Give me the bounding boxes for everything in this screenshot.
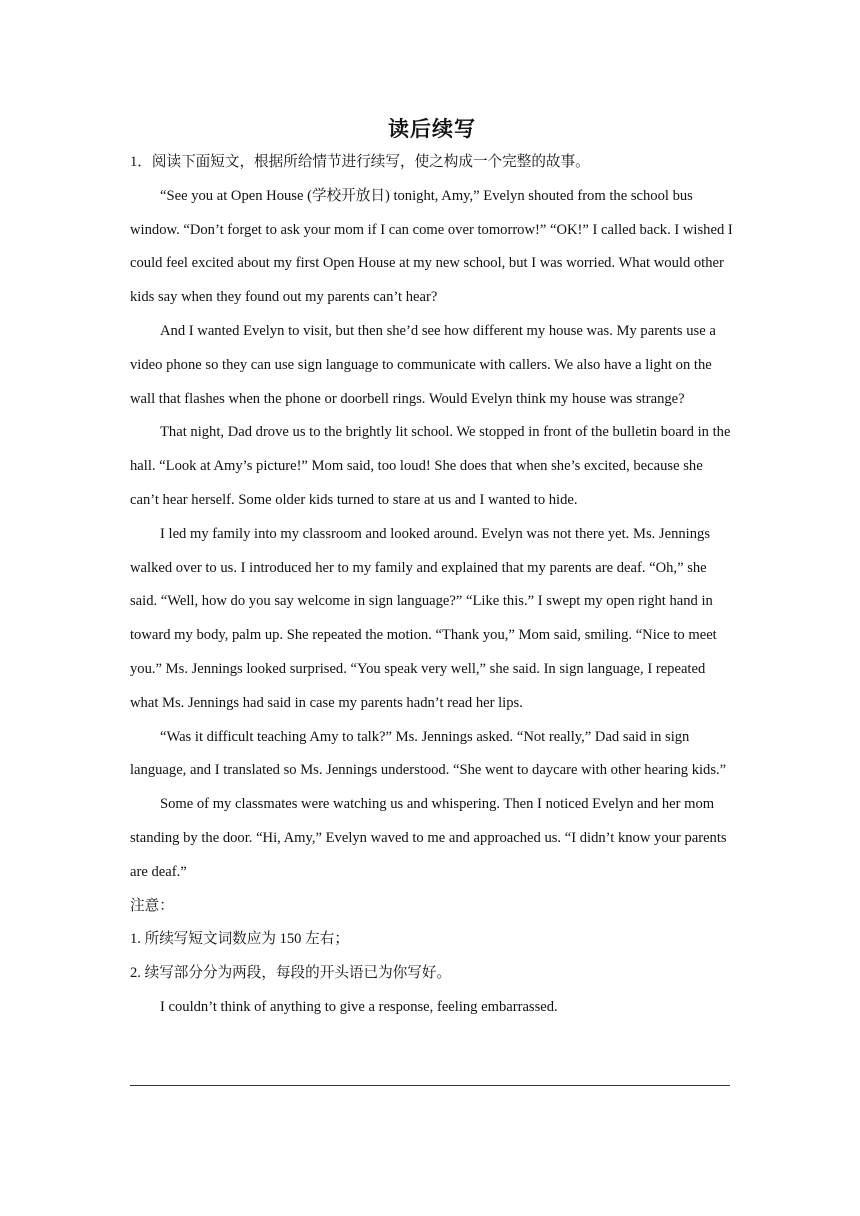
note-heading: 注意： bbox=[130, 897, 174, 914]
task-instruction: 1．阅读下面短文，根据所给情节进行续写，使之构成一个完整的故事。 bbox=[130, 154, 590, 170]
story-paragraph-4: I led my family into my classroom and looked around. Evelyn was not there yet. Ms. Jennings walked over to us. I introduced her to my family and explained that my parents are deaf. “Oh,” she said. “Well, how do you say welcome in sign language?” “Like this.” I swept my open right hand in toward my body, palm up. She repeated the motion. “Thank you,” Mom said, smiling. “Nice to meet you.” Ms. Jennings looked surprised. “You speak very well,” she said. In sign language, I repeated what Ms. Jennings had said in case my parents hadn’t read her lips. bbox=[130, 525, 717, 711]
answer-line bbox=[130, 1085, 730, 1086]
page-title: 读后续写 bbox=[388, 116, 476, 141]
story-paragraph-2: And I wanted Evelyn to visit, but then she’d see how different my house was. My parents use a video phone so they can use sign language to communicate with callers. We also have a light on the wall that flashes when the phone or doorbell rings. Would Evelyn think my house was strange? bbox=[130, 322, 716, 407]
note-item-1: 1. 所续写短文词数应为 150 左右； bbox=[130, 931, 349, 948]
note-item-2: 2. 续写部分分为两段，每段的开头语已为你写好。 bbox=[130, 965, 452, 982]
story-paragraph-5: “Was it difficult teaching Amy to talk?” Ms. Jennings asked. “Not really,” Dad said in sign language, and I translated so Ms. Jennings understood. “She went to daycare with other hearing kids.” bbox=[130, 728, 727, 779]
continuation-opening: I couldn’t think of anything to give a response, feeling embarrassed. bbox=[160, 998, 558, 1015]
story-paragraph-3: That night, Dad drove us to the brightly lit school. We stopped in front of the bulletin board in the hall. “Look at Amy’s picture!” Mom said, too loud! She does that when she’s excited, because she can’t hear herself. Some older kids turned to stare at us and I wanted to hide. bbox=[130, 424, 731, 508]
story-paragraph-1: “See you at Open House (学校开放日) tonight, Amy,” Evelyn shouted from the school bus window. “Don’t forget to ask your mom if I can come over tomorrow!” “OK!” I called back. I wished I could feel excited about my first Open House at my new school, but I was worried. What would other kids say when they found out my parents can’t hear? bbox=[130, 187, 733, 306]
story-paragraph-6: Some of my classmates were watching us and whispering. Then I noticed Evelyn and her mom standing by the door. “Hi, Amy,” Evelyn waved to me and approached us. “I didn’t know your parents are deaf.” bbox=[130, 796, 727, 880]
document-content bbox=[130, 112, 734, 1025]
